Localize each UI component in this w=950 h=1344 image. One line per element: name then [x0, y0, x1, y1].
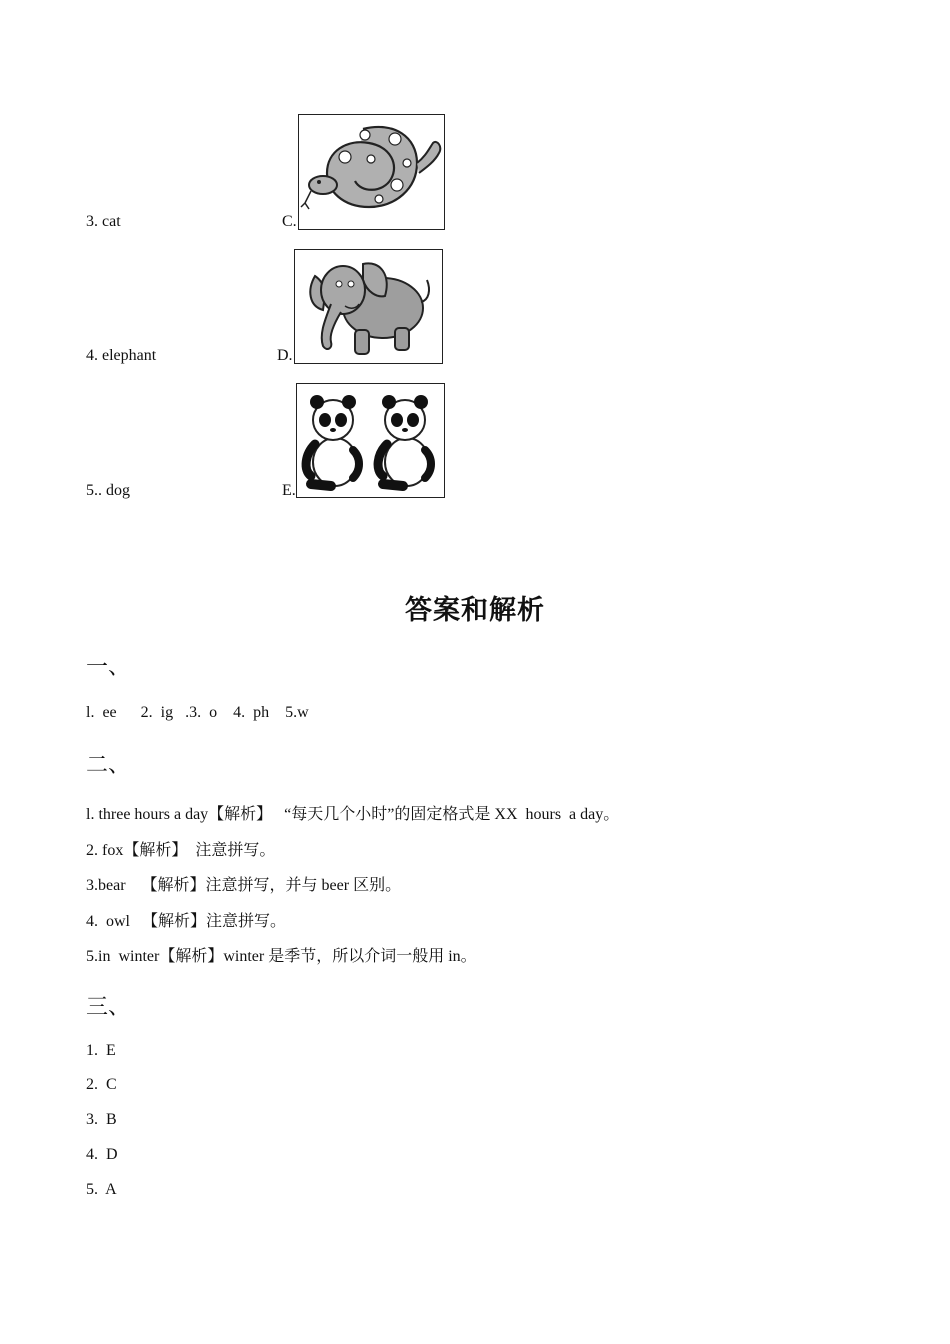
elephant-picture [294, 249, 443, 364]
section3-answer-5: 5. A [86, 1181, 117, 1198]
section2-line-2: 2. fox【解析】 注意拼写。 [86, 842, 276, 859]
matching-option-c: C. [282, 213, 297, 230]
section3-answer-1: 1. E [86, 1042, 116, 1059]
matching-word-3: 3. cat [86, 213, 121, 230]
section3-answer-3: 3. B [86, 1111, 117, 1128]
section2-line-3: 3.bear 【解析】注意拼写，并与 beer 区别。 [86, 877, 402, 894]
section3-answer-2: 2. C [86, 1076, 117, 1093]
section2-line-5: 5.in winter【解析】winter 是季节，所以介词一般用 in。 [86, 948, 477, 965]
section2-line-1: l. three hours a day【解析】 “每天几个小时”的固定格式是 XX hours a day。 [86, 806, 620, 823]
section3-answer-4: 4. D [86, 1146, 118, 1163]
section1-answers: l. ee 2. ig .3. o 4. ph 5.w [86, 704, 309, 721]
section2-heading: 二、 [86, 753, 131, 778]
section1-heading: 一、 [86, 655, 131, 680]
matching-option-e: E. [282, 482, 296, 499]
panda-icon [297, 384, 444, 497]
matching-option-d: D. [277, 347, 293, 364]
elephant-icon [295, 250, 442, 363]
snake-icon [299, 115, 444, 229]
answers-title: 答案和解析 [405, 595, 545, 626]
matching-word-5: 5.. dog [86, 482, 130, 499]
snake-picture [298, 114, 445, 230]
pandas-picture [296, 383, 445, 498]
matching-word-4: 4. elephant [86, 347, 157, 364]
section2-line-4: 4. owl 【解析】注意拼写。 [86, 913, 287, 930]
section3-heading: 三、 [86, 995, 131, 1020]
